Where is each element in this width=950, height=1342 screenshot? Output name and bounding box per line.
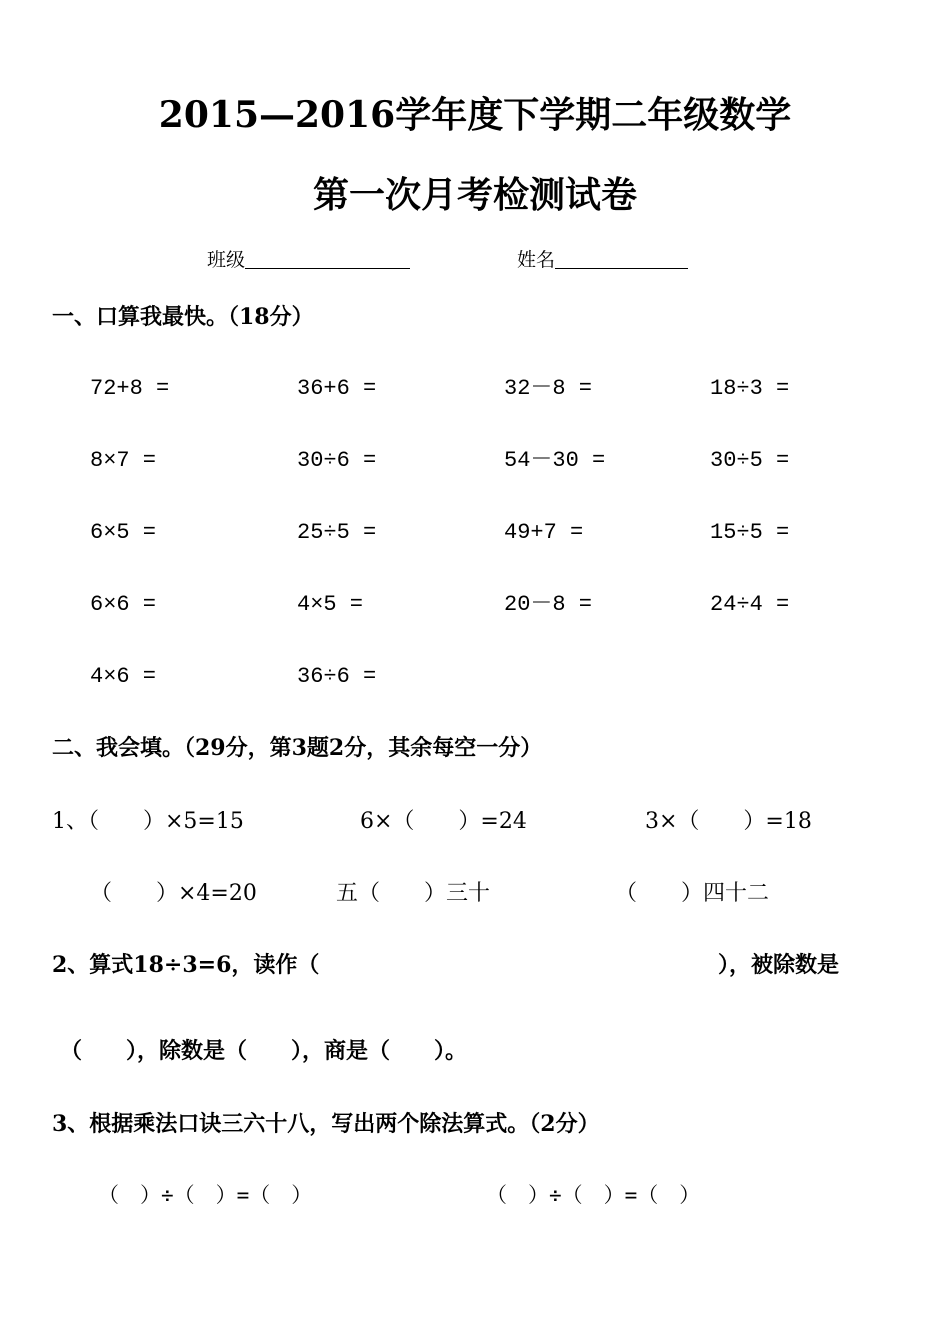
calc-row (0, 517, 950, 551)
q2-line1-end: ），被除数是 (718, 952, 840, 978)
q1-blank-item[interactable]: （ ）四十二 (615, 881, 770, 906)
q1-blank-item[interactable]: 3×（ ）=18 (645, 809, 812, 834)
calc-item: 30÷5 = (710, 448, 790, 473)
calc-item: 54－30 = (504, 448, 606, 473)
calc-row (0, 445, 950, 479)
class-field (207, 246, 410, 274)
calc-item: 20－8 = (504, 592, 593, 617)
calc-item: 24÷4 = (710, 592, 790, 617)
section1-heading: 一、口算我最快。（18分） (52, 304, 314, 330)
calc-item: 4×5 = (297, 592, 364, 617)
q1-blank-item[interactable]: （ ）×4=20 (90, 881, 257, 906)
calc-item: 49+7 = (504, 520, 584, 545)
calc-item: 6×6 = (90, 592, 157, 617)
calc-item: 72+8 = (90, 376, 170, 401)
calc-item: 30÷6 = (297, 448, 377, 473)
q3-equation-blank[interactable]: （ ）÷（ ）=（ ） (486, 1183, 701, 1207)
name-label: 姓名 (517, 249, 556, 271)
q2-line2[interactable]: （ ），除数是（ ），商是（ ）。 (60, 1038, 468, 1064)
q1-blank-item[interactable]: 五（ ）三十 (336, 881, 491, 906)
calc-item: 36÷6 = (297, 664, 377, 689)
calc-item: 8×7 = (90, 448, 157, 473)
q2-line1-start: 2、算式18÷3=6，读作（ (52, 952, 320, 978)
calc-row (0, 373, 950, 407)
q1-blank-item[interactable]: 1、（ ）×5=15 (52, 809, 244, 834)
calc-item: 15÷5 = (710, 520, 790, 545)
class-label: 班级 (207, 249, 246, 271)
exam-title-line1: 2015—2016学年度下学期二年级数学 (158, 94, 792, 136)
calc-item: 36+6 = (297, 376, 377, 401)
calc-item: 18÷3 = (710, 376, 790, 401)
calc-item: 4×6 = (90, 664, 157, 689)
calc-item: 6×5 = (90, 520, 157, 545)
calc-item: 32－8 = (504, 376, 593, 401)
exam-title-line2: 第一次月考检测试卷 (312, 174, 637, 216)
class-blank[interactable] (245, 246, 410, 269)
calc-item: 25÷5 = (297, 520, 377, 545)
q3-equation-blank[interactable]: （ ）÷（ ）=（ ） (98, 1183, 313, 1207)
calc-row (0, 589, 950, 623)
q1-blank-item[interactable]: 6×（ ）=24 (360, 809, 527, 834)
q3-prompt: 3、根据乘法口诀三六十八，写出两个除法算式。（2分） (52, 1111, 600, 1137)
name-field (517, 246, 688, 274)
calc-row (0, 661, 950, 695)
name-blank[interactable] (555, 246, 688, 269)
section2-heading: 二、我会填。（29分，第3题2分，其余每空一分） (52, 735, 543, 761)
